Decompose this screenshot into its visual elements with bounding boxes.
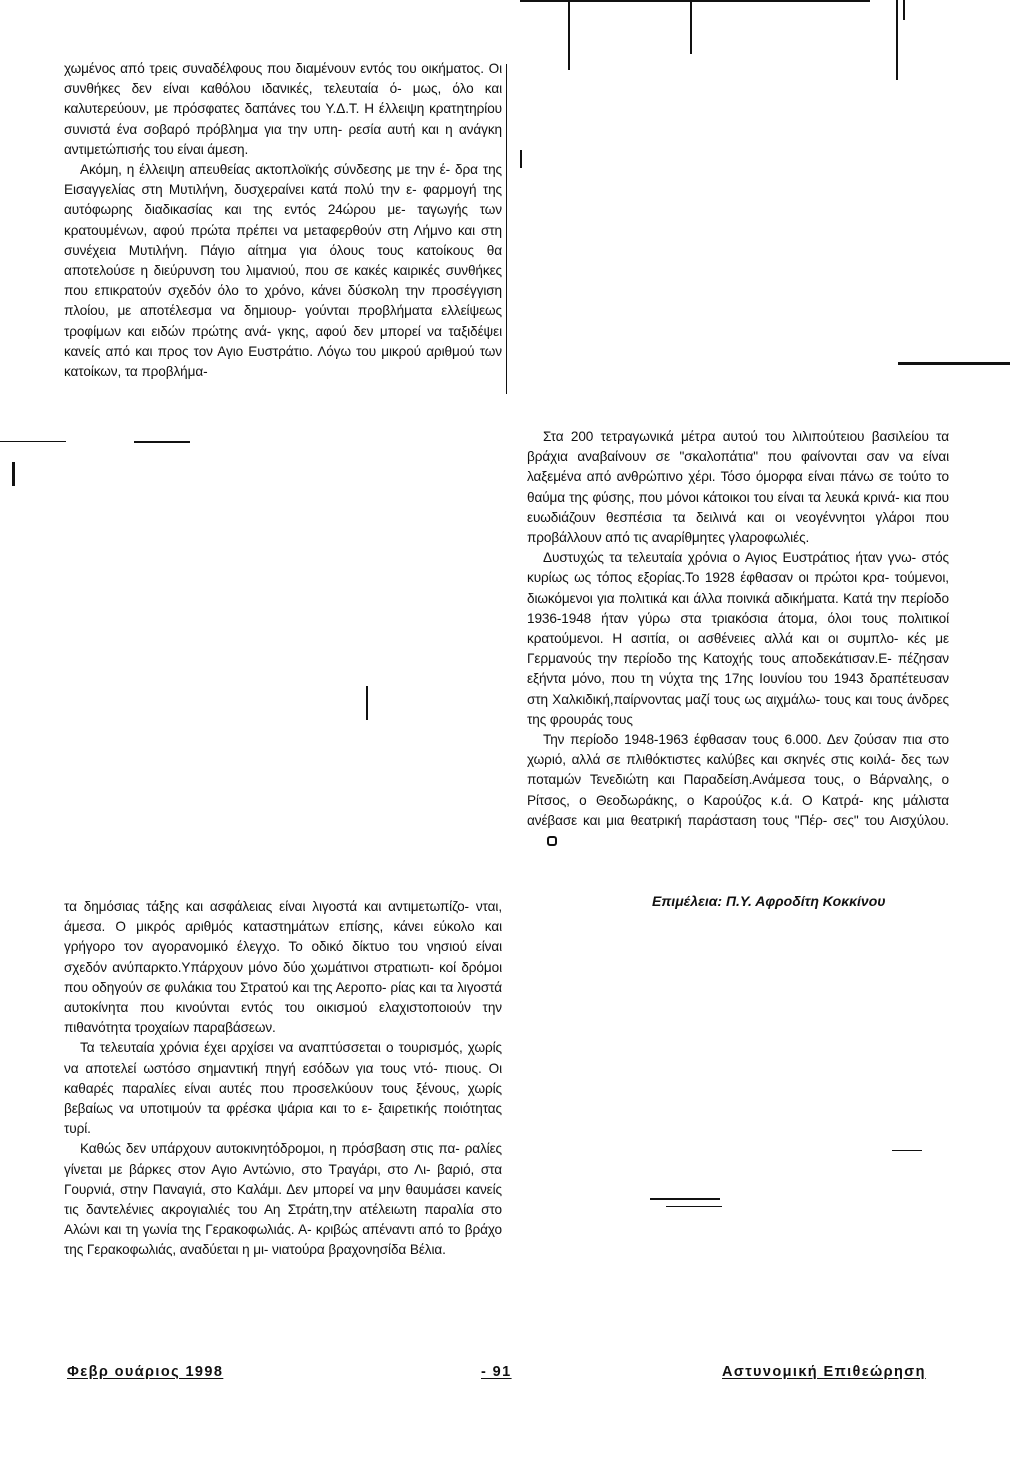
article-paragraph: Στα 200 τετραγωνικά μέτρα αυτού του λιλιπούτειου βασιλείου τα βράχια αναβαίνουν σε "σκαλοπάτια" που φαίνονται σαν να είναι λαξεμένα από ανθρώπινο χέρι. Τόσο όμορφα είναι πάνω σε τούτο το θαύμα της φύσης, που μόνοι κάτοικοι του είναι τα λευκά κρινά- κια που ευωδιάζουν θεσπέσια τα δειλινά και οι νεογέννητοι γλάροι που προβάλλουν από τις αναρίθμητες γλαροφωλιές. (527, 429, 949, 546)
article-paragraph-text: Την περίοδο 1948-1963 έφθασαν τους 6.000. Δεν ζούσαν πια στο χωριό, αλλά σε πλιθόκτιστες καλύβες και σκηνές στις κοιλά- δες των ποταμών Τενεδιώτη και Παραδείση.Ανάμεσα τους, ο Βάρναλης, ο Ρίτσος, ο Θεοδωράκης, ο Καρούζος κ.ά. Ο Κατρά- κης μάλιστα ανέβασε και μια θεατρική παράσταση τους "Πέρ- σες" του Αισχύλου. (527, 732, 949, 828)
photo-edge-mark (366, 686, 368, 720)
end-of-article-square-icon (547, 836, 557, 846)
photo-edge-mark (134, 441, 190, 443)
footer-page-number: - 91 (481, 1364, 512, 1380)
article-paragraph: Καθώς δεν υπάρχουν αυτοκινητόδρομοι, η πρόσβαση στις πα- ραλίες γίνεται με βάρκες στον Αγιο Αντώνιο, στο Τραγάρι, στο Λι- βαριό, στα Γουρνιά, στην Παναγιά, στο Καλάμι. Δεν μπορεί να μην θαυμάσει κανείς τις δαντελένιες ακρογιαλιές του Αη Στράτη,την ατέλειωτη παραλία στο Αλώνι και τη γωνία της Γερακοφωλιάς. Α- κριβώς απέναντι από το βράχο της Γερακοφωλιάς, αναδύεται η μι- νιατούρα βραχονησίδα Βέλια. (64, 1141, 502, 1258)
top-rule-line (520, 0, 870, 2)
article-column-left-bottom (64, 897, 502, 1261)
scan-artifact-line (520, 150, 522, 168)
photo-edge-mark (0, 441, 66, 442)
photo-edge-mark (892, 1150, 922, 1151)
article-credit: Επιμέλεια: Π.Υ. Αφροδίτη Κοκκίνου (652, 893, 886, 909)
photo-edge-mark (650, 1198, 720, 1200)
scan-artifact-line (690, 0, 692, 54)
scan-artifact-line (896, 0, 898, 80)
scan-artifact-line (506, 64, 507, 394)
footer-magazine-title: Αστυνομική Επιθεώρηση (722, 1364, 926, 1380)
article-paragraph: Τα τελευταία χρόνια έχει αρχίσει να αναπτύσσεται ο τουρισμός, χωρίς να αποτελεί ωστόσο σημαντική πηγή εσόδων για τους ντό- πιους. Οι καθαρές παραλίες είναι αυτές που προσελκύουν τους ξένους, χωρίς βεβαίως να υποτιμούν τα φρέσκα ψάρια και το ε- ξαιρετικής ποιότητας τυρί. (64, 1040, 502, 1137)
photo-edge-mark (666, 1206, 722, 1207)
photo-edge-mark (12, 462, 15, 486)
article-paragraph (527, 730, 949, 851)
article-paragraph: τα δημόσιας τάξης και ασφάλειας είναι λιγοστά και αντιμετωπίζο- νται, άμεσα. Ο μικρός αριθμός καταστημάτων επίσης, κάνει εύκολο και γρήγορο τον αγορανομικό έλεγχο. Το οδικό δίκτυο του νησιού είναι σχεδόν ανύπαρκτο.Υπάρχουν μόνο δύο χωμάτινοι στρατιωτι- κοί δρόμοι που οδηγούν σε φυλάκια του Στρατού και της Αεροπο- ρίας και τα λιγοστά αυτοκίνητα που κινούνται εντός του οικισμού ελαχιστοποιούν την πιθανότητα τροχαίων παραβάσεων. (64, 899, 502, 1036)
article-paragraph: χωμένος από τρεις συναδέλφους που διαμένουν εντός του οικήματος. Οι συνθήκες δεν είναι καθόλου ιδανικές, τελευταία ό- μως, όλο και καλυτερεύουν, με πρόσφατες δαπάνες του Υ.Δ.Τ. Η έλλειψη κρατητηρίου συνιστά ένα σοβαρό πρόβλημα για την υπη- ρεσία αυτή και η ανάγκη αντιμετώπισής του είναι άμεση. (64, 61, 502, 157)
article-paragraph: Ακόμη, η έλλειψη απευθείας ακτοπλοϊκής σύνδεσης με την έ- δρα της Εισαγγελίας στη Μυτιλήνη, δυσχεραίνει κατά πολύ την ε- φαρμογή της αυτόφωρης διαδικασίας και της εντός 24ώρου με- ταγωγής των κρατουμένων, αφού πρώτα πρέπει να μεταφερθούν στη Λήμνο και στη συνέχεια Μυτιλήνη. Πάγιο αίτημα για όλους τους κατοίκους θα αποτελούσε η διεύρυνση του λιμανιού, που σε κακές καιρικές συνθήκες που επικρατούν σχεδόν όλο το χρόνο, κάνει δύσκολη την προσέγγιση πλοίου, με αποτέλεσμα να δημιουρ- γούνται προβλήματα ελλείψεως τροφίμων και ειδών πρώτης ανά- γκης, αφού δεν μπορεί να ταξιδέψει κανείς από και προς τον Αγιο Ευστράτιο. Λόγω του μικρού αριθμού των κατοίκων, τα προβλήμα- (64, 162, 502, 380)
article-column-left-top (64, 59, 502, 382)
article-paragraph: Δυστυχώς τα τελευταία χρόνια ο Αγιος Ευστράτιος ήταν γνω- στός κυρίως ως τόπος εξορίας.Το 1928 έφθασαν οι πρώτοι κρα- τούμενοι, διωκόμενοι για πολιτικά και άλλα ποινικά αδικήματα. Κατά την περίοδο 1936-1948 ήταν γύρω στα τριακόσια άτομα, όλοι τους πολιτικοί κρατούμενοι. Η ασιτία, οι ασθένειες αλλά και οι συμπλο- κές με Γερμανούς την περίοδο της Κατοχής τους αποδεκάτισαν.Ε- πέζησαν εξήντα μόνο, που τη νύχτα της 17ης Ιουνίου του 1943 δραπέτευσαν στη Χαλκιδική,παίρνοντας μαζί τους ως αιχμάλω- τους και τους άνδρες της φρουράς τους (527, 550, 949, 727)
article-column-right (527, 427, 949, 851)
scan-artifact-line (568, 0, 570, 70)
footer-issue-date: Φεβρ ουάριος 1998 (67, 1364, 224, 1380)
scan-artifact-line (903, 0, 905, 20)
photo-edge-mark (898, 362, 1010, 365)
